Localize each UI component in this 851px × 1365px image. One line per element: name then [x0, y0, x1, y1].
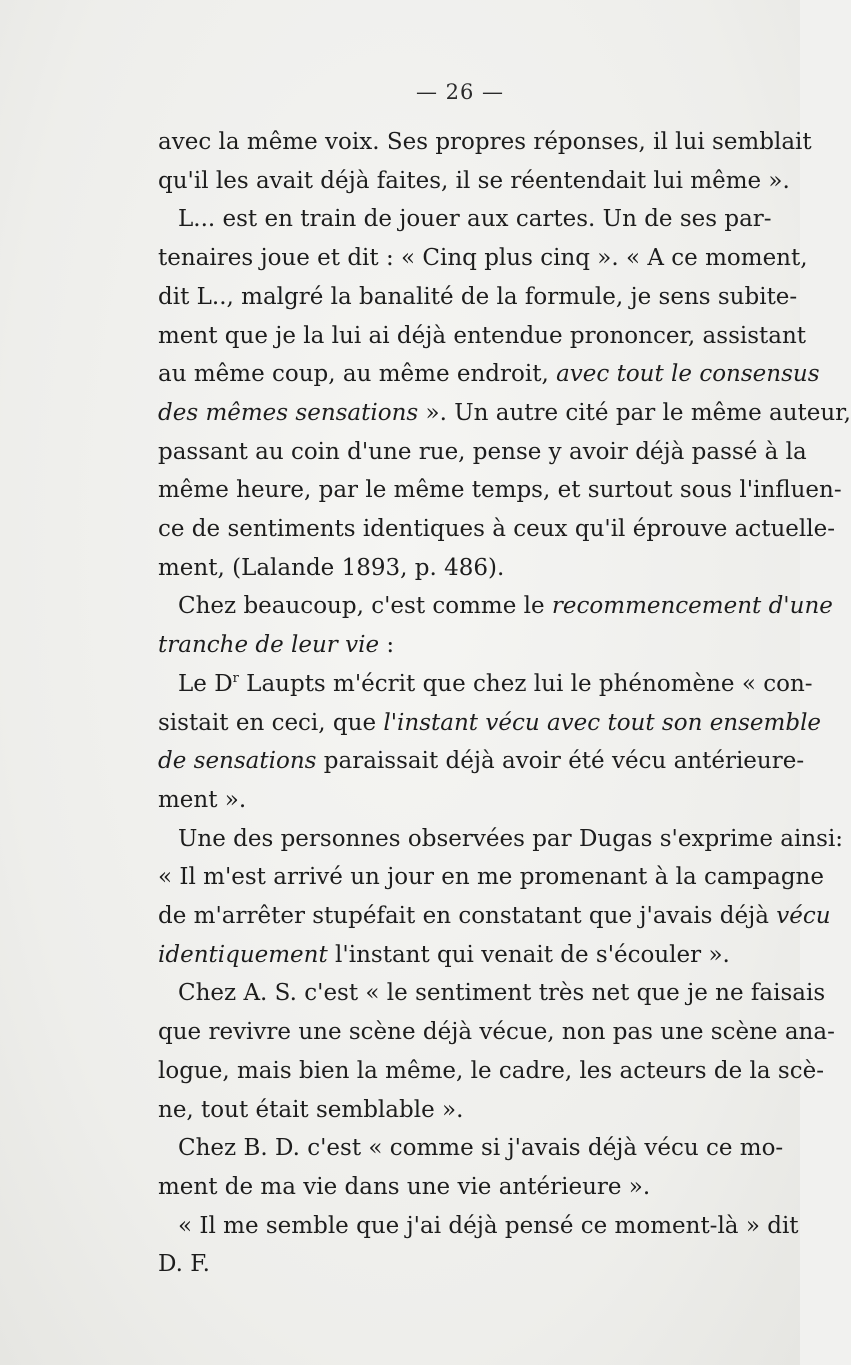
text-segment: que revivre une scène déjà vécue, non pas une scène ana- — [158, 1019, 835, 1046]
text-segment: logue, mais bien la même, le cadre, les acteurs de la scè- — [158, 1057, 824, 1084]
text-segment: l'instant qui venait de s'écouler ». — [327, 941, 730, 968]
text-line — [158, 587, 833, 626]
text-line — [158, 626, 766, 665]
italic-text: identiquement — [158, 941, 328, 968]
text-line — [158, 162, 790, 201]
text-line — [158, 1091, 766, 1130]
text-line — [158, 1052, 824, 1091]
superscript-text: r — [232, 670, 239, 686]
text-segment: dit L.., malgré la banalité de la formule, je sens subite- — [158, 283, 798, 310]
text-segment: sistait en ceci, que — [158, 709, 384, 736]
text-segment: ment ». — [158, 786, 247, 813]
text-line — [158, 355, 820, 394]
text-line — [158, 781, 766, 820]
text-line — [158, 704, 822, 743]
text-segment: qu'il les avait déjà faites, il se réentendait lui même ». — [158, 167, 790, 194]
text-line — [158, 974, 826, 1013]
text-line — [158, 394, 851, 433]
text-segment: même heure, par le même temps, et surtout sous l'influen- — [158, 477, 842, 504]
text-segment: Laupts m'écrit que chez lui le phénomène « con- — [238, 670, 813, 697]
page-number: — 26 — — [415, 80, 505, 104]
text-segment: au même coup, au même endroit, — [158, 361, 557, 388]
text-line — [158, 510, 835, 549]
italic-text: de sensations — [158, 748, 317, 775]
text-segment: L... est en train de jouer aux cartes. Un de ses par- — [178, 206, 772, 233]
text-line — [158, 936, 766, 975]
text-segment: ment, (Lalande 1893, p. 486). — [158, 554, 505, 581]
italic-text: des mêmes sensations — [158, 399, 419, 426]
italic-text: l'instant vécu avec tout son ensemble — [383, 709, 822, 736]
text-line — [158, 471, 842, 510]
text-segment: ce de sentiments identiques à ceux qu'il éprouve actuelle- — [158, 516, 835, 543]
body-text — [158, 123, 851, 1284]
text-segment: Chez A. S. c'est « le sentiment très net que je ne faisais — [178, 980, 826, 1007]
italic-text: vécu — [776, 903, 831, 930]
text-segment: « Il m'est arrivé un jour en me promenant à la campagne — [158, 864, 824, 891]
text-segment: de m'arrêter stupéfait en constatant que j'avais déjà — [158, 903, 777, 930]
text-line — [158, 665, 813, 704]
text-segment: Une des personnes observées par Dugas s'exprime ainsi: — [178, 825, 844, 852]
text-line — [158, 1245, 766, 1284]
text-segment: paraissait déjà avoir été vécu antérieure- — [316, 748, 805, 775]
text-line — [158, 278, 798, 317]
text-line — [158, 1207, 799, 1246]
italic-text: tranche de leur vie — [158, 632, 380, 659]
text-segment: Le D — [178, 670, 233, 697]
text-segment: D. F. — [158, 1251, 210, 1278]
text-line — [158, 820, 844, 859]
text-line — [158, 742, 805, 781]
text-segment: ment de ma vie dans une vie antérieure ». — [158, 1173, 651, 1200]
italic-text: avec tout le consensus — [556, 361, 820, 388]
italic-text: recommencement d'une — [551, 593, 833, 620]
text-line — [158, 897, 831, 936]
text-segment: Chez beaucoup, c'est comme le — [178, 593, 552, 620]
text-segment: ». Un autre cité par le même auteur, — [418, 399, 851, 426]
text-segment: : — [379, 632, 395, 659]
text-segment: ne, tout était semblable ». — [158, 1096, 464, 1123]
text-segment: ment que je la lui ai déjà entendue prononcer, assistant — [158, 322, 807, 349]
text-line — [158, 549, 766, 588]
text-segment: avec la même voix. Ses propres réponses, il lui semblait — [158, 129, 812, 155]
text-segment: passant au coin d'une rue, pense y avoir déjà passé à la — [158, 438, 807, 465]
text-segment: « Il me semble que j'ai déjà pensé ce moment-là » dit — [178, 1212, 799, 1239]
text-segment: Chez B. D. c'est « comme si j'avais déjà vécu ce mo- — [178, 1135, 784, 1162]
text-line — [158, 317, 807, 356]
text-line — [158, 1168, 766, 1207]
text-line — [158, 1129, 784, 1168]
text-line — [158, 433, 807, 472]
text-line — [158, 1013, 835, 1052]
text-line — [158, 239, 808, 278]
text-line — [158, 200, 772, 239]
text-line — [158, 123, 812, 162]
text-line — [158, 858, 824, 897]
text-segment: tenaires joue et dit : « Cinq plus cinq ». « A ce moment, — [158, 245, 808, 272]
